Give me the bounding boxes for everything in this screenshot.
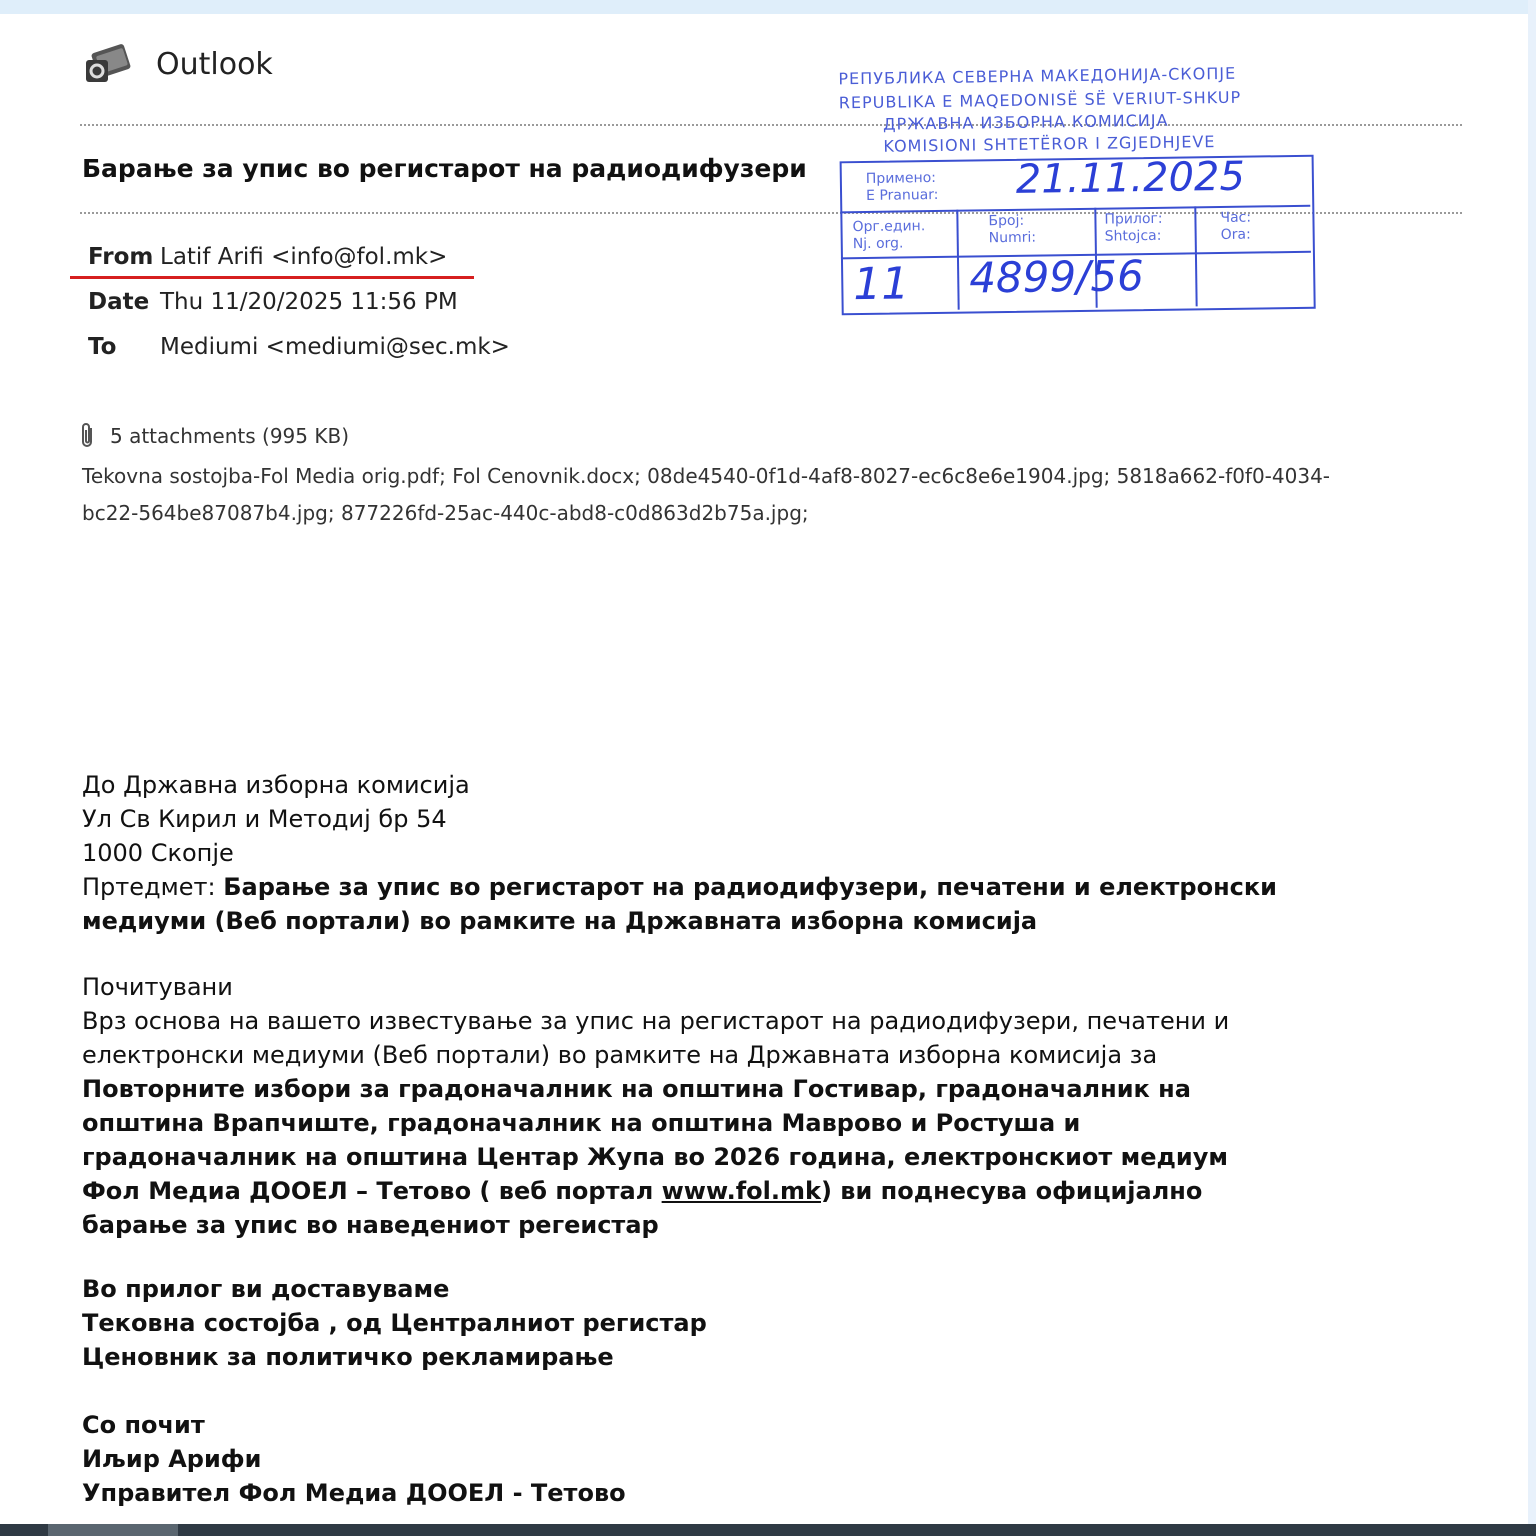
to-label: To — [88, 334, 117, 360]
stamp-number-value: 4899/56 — [968, 251, 1145, 303]
paperclip-icon — [80, 422, 102, 450]
letter-subject-line — [82, 870, 1277, 904]
from-row — [88, 244, 447, 270]
taskbar-strip — [0, 1524, 1536, 1536]
attachment-names-line[interactable]: Tekovna sostojba-Fol Media orig.pdf; Fol Cenovnik.docx; 08de4540-0f1d-4af8-8027-ec6c8e6e1904.jpg; 5818a662-f0f0-4034- — [82, 464, 1331, 488]
from-value[interactable]: Latif Arifi <info@fol.mk> — [160, 244, 448, 270]
attachments-summary[interactable] — [80, 422, 349, 450]
from-underline-mark — [70, 276, 474, 279]
paragraph-text: Фол Медиа ДООЕЛ – Тетово ( веб портал — [82, 1177, 662, 1205]
greeting: Почитувани — [82, 973, 233, 1001]
attachment-names-line[interactable]: bc22-564be87087b4.jpg; 877226fd-25ac-440c-abd8-c0d863d2b75a.jpg; — [82, 501, 809, 525]
stamp-text: REPUBLIKA E MAQEDONISË SË VERIUT-SHKUP — [838, 87, 1242, 113]
stamp-received-label: Примено: E Pranuar: — [865, 169, 939, 204]
top-band — [0, 0, 1536, 14]
signature-block — [82, 1408, 626, 1510]
outlook-logo-icon — [84, 42, 134, 86]
enclosure-line: Во прилог ви доставуваме — [82, 1275, 450, 1303]
stamp-text: KOMISIONI SHTETËROR I ZGJEDHJEVE — [883, 132, 1216, 156]
paragraph-line: Врз основа на вашето известување за упис на регистарот на радиодифузери, печатени и — [82, 1007, 1230, 1035]
stamp-org-value: 11 — [852, 258, 910, 311]
address-line: До Државна изборна комисија — [82, 771, 470, 799]
app-header — [84, 42, 273, 86]
letter-subject-text: Барање за упис во регистарот на радиодифузери, печатени и електронски — [223, 873, 1277, 901]
date-row — [88, 289, 458, 315]
recipient-address — [82, 768, 1277, 938]
closing-line: Со почит — [82, 1411, 205, 1439]
attachments-count: 5 attachments (995 KB) — [110, 424, 350, 448]
enclosures — [82, 1272, 707, 1374]
date-value: Thu 11/20/2025 11:56 PM — [160, 289, 458, 315]
stamp-received-date: 21.11.2025 — [1015, 153, 1246, 203]
paragraph-text: ) ви поднесува официјално — [820, 1177, 1203, 1205]
paragraph-line: барање за упис во наведениот регеистар — [82, 1211, 659, 1239]
signer-name: Иљир Арифи — [82, 1445, 262, 1473]
stamp-text: ДРЖАВНА ИЗБОРНА КОМИСИЈА — [882, 110, 1169, 134]
date-label: Date — [88, 289, 150, 315]
letter-subject-label: Пртедмет: — [82, 873, 216, 901]
stamp-text: РЕПУБЛИКА СЕВЕРНА МАКЕДОНИЈА-СКОПЈЕ — [838, 63, 1237, 89]
paragraph-line — [82, 1174, 1229, 1208]
received-stamp — [836, 55, 1320, 322]
to-value[interactable]: Mediumi <mediumi@sec.mk> — [160, 334, 510, 360]
stamp-org-label: Орг.един. Nj. org. — [852, 218, 926, 253]
paragraph-line: градоначалник на општина Центар Жупа во 2026 година, електронскиот медиум — [82, 1143, 1229, 1171]
signer-title: Управител Фол Медиа ДООЕЛ - Тетово — [82, 1479, 626, 1507]
stamp-number-label: Број: Numri: — [988, 212, 1037, 247]
address-line: Ул Св Кирил и Методиј бр 54 — [82, 805, 447, 833]
address-line: 1000 Скопје — [82, 839, 234, 867]
app-title: Outlook — [156, 46, 273, 82]
letter-paragraph — [82, 970, 1229, 1242]
stamp-hour-label: Час: Ora: — [1220, 209, 1252, 244]
website-link[interactable]: www.fol.mk — [661, 1177, 821, 1205]
email-subject: Барање за упис во регистарот на радиодифузери — [82, 154, 807, 183]
paragraph-line: Повторните избори за градоначалник на општина Гостивар, градоначалник на — [82, 1075, 1191, 1103]
enclosure-line: Тековна состојба , од Централниот регистар — [82, 1309, 707, 1337]
to-row — [88, 334, 510, 360]
letter-subject-text-cont: медиуми (Веб портали) во рамките на Државната изборна комисија — [82, 907, 1038, 935]
attachment-list[interactable] — [82, 458, 1472, 532]
from-label: From — [88, 244, 154, 270]
stamp-attachment-label: Прилог: Shtojca: — [1104, 210, 1163, 245]
paragraph-line: електронски медиуми (Веб портали) во рамките на Државната изборна комисија за — [82, 1041, 1158, 1069]
right-edge — [1528, 0, 1536, 1536]
enclosure-line: Ценовник за политичко рекламирање — [82, 1343, 614, 1371]
paragraph-line: општина Врапчиште, градоначалник на општина Маврово и Ростуша и — [82, 1109, 1081, 1137]
